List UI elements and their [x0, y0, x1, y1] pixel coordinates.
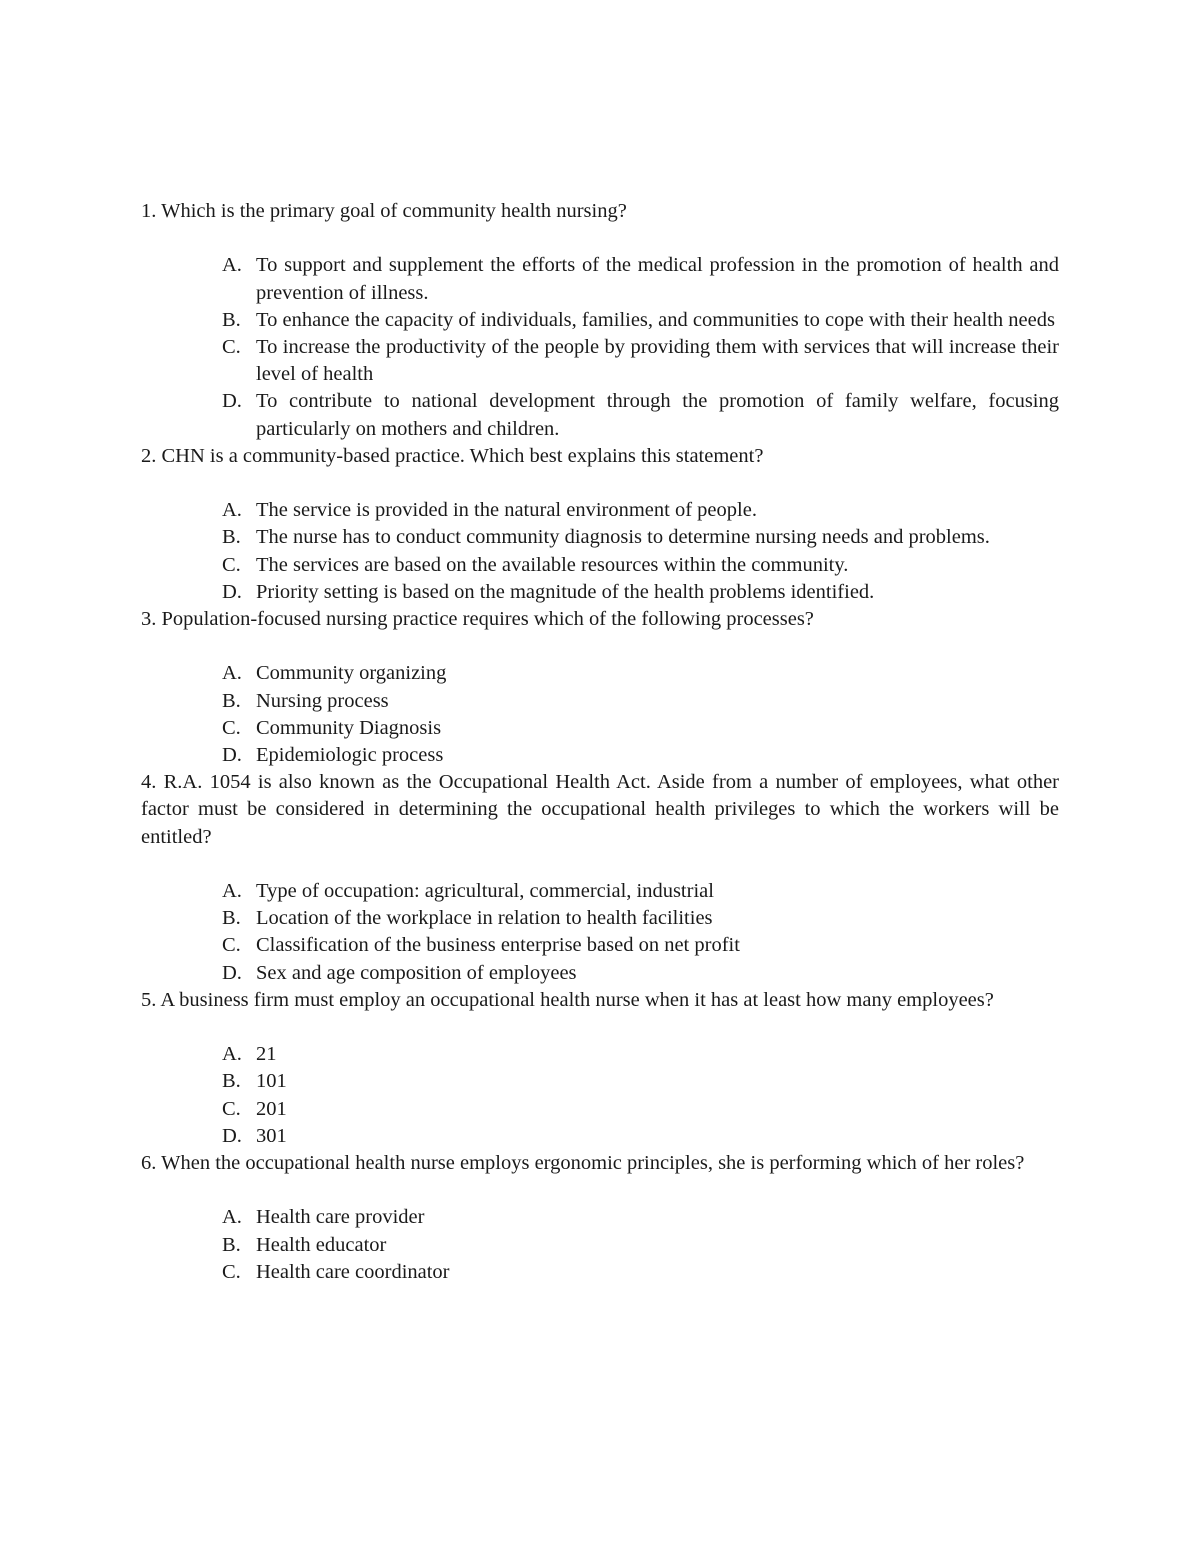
question-stem: 2. CHN is a community-based practice. Which best explains this statement?	[141, 444, 764, 467]
answer-options	[141, 1041, 1059, 1150]
option-d: D. 301	[222, 1124, 287, 1147]
option-c: C. Community Diagnosis	[222, 716, 442, 739]
document-page	[141, 198, 1059, 1286]
option-b: B. Location of the workplace in relation to health facilities	[222, 907, 713, 930]
option-c: C. Health care coordinator	[222, 1260, 450, 1283]
question-stem: 3. Population-focused nursing practice requires which of the following processes?	[141, 608, 814, 631]
question-stem: 4. R.A. 1054 is also known as the Occupational Health Act. Aside from a number of employees, what other factor must be considered in determining the occupational health privileges to which the workers will be entitled?	[141, 771, 1059, 848]
option-a: A. Type of occupation: agricultural, commercial, industrial	[222, 880, 714, 903]
answer-options	[141, 878, 1059, 987]
answer-options	[141, 497, 1059, 606]
option-b: B. Nursing process	[222, 689, 389, 712]
question-stem: 1. Which is the primary goal of community health nursing?	[141, 200, 627, 222]
option-b: B. To enhance the capacity of individuals, families, and communities to cope with their health needs	[222, 308, 1055, 331]
answer-options	[141, 252, 1059, 442]
option-b: B. Health educator	[222, 1233, 387, 1256]
option-a: A. Health care provider	[222, 1206, 425, 1229]
question-2	[141, 443, 1059, 606]
option-c: C. Classification of the business enterprise based on net profit	[222, 934, 740, 957]
option-a: A. 21	[222, 1043, 277, 1066]
option-b: B. The nurse has to conduct community diagnosis to determine nursing needs and problems.	[222, 526, 990, 549]
question-stem: 6. When the occupational health nurse employs ergonomic principles, she is performing which of her roles?	[141, 1152, 1025, 1175]
option-c: C. To increase the productivity of the people by providing them with services that will increase their level of health	[222, 336, 1059, 386]
option-c: C. The services are based on the available resources within the community.	[222, 553, 849, 576]
question-6	[141, 1150, 1059, 1286]
option-d: D. Priority setting is based on the magnitude of the health problems identified.	[222, 580, 875, 603]
option-d: D. To contribute to national development through the promotion of family welfare, focusing particularly on mothers and children.	[222, 390, 1059, 440]
question-4	[141, 769, 1059, 987]
question-1	[141, 198, 1059, 443]
option-a: A. To support and supplement the efforts of the medical profession in the promotion of health and prevention of illness.	[222, 254, 1059, 304]
question-3	[141, 606, 1059, 769]
question-5	[141, 987, 1059, 1150]
option-d: D. Sex and age composition of employees	[222, 961, 577, 984]
option-a: A. Community organizing	[222, 662, 447, 685]
option-d: D. Epidemiologic process	[222, 744, 444, 767]
answer-options	[141, 1204, 1059, 1286]
option-a: A. The service is provided in the natural environment of people.	[222, 499, 757, 522]
answer-options	[141, 660, 1059, 769]
option-b: B. 101	[222, 1070, 287, 1093]
option-c: C. 201	[222, 1097, 287, 1120]
question-stem: 5. A business firm must employ an occupational health nurse when it has at least how many employees?	[141, 988, 994, 1011]
